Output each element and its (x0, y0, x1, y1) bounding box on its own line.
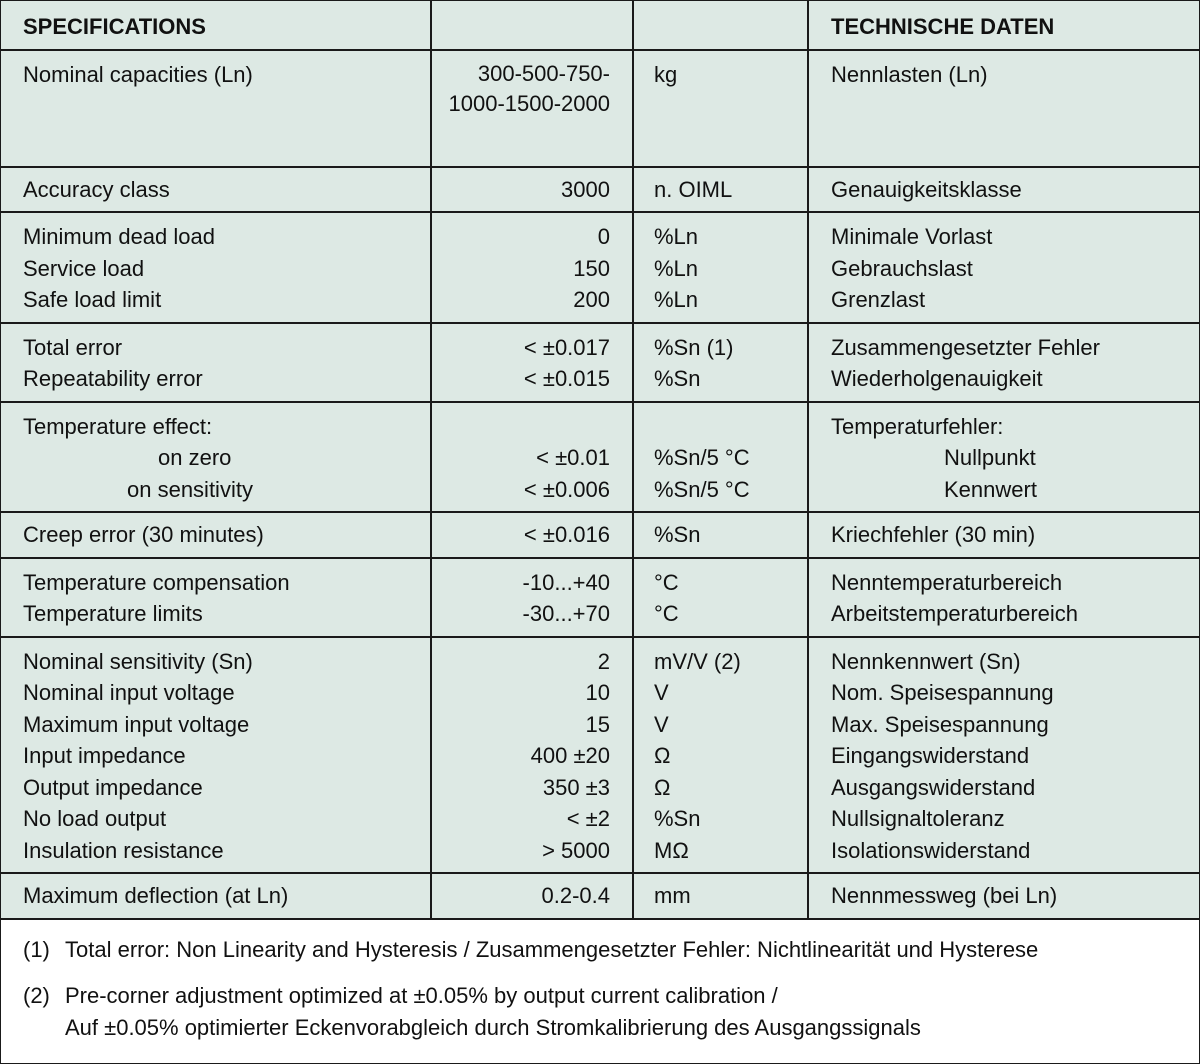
spec-value: < ±0.015 (523, 366, 610, 391)
english-cell (1, 558, 431, 637)
spec-label-en: on sensitivity (127, 476, 253, 502)
unit-cell (633, 873, 808, 919)
german-cell (808, 637, 1199, 874)
spec-label-en: Output impedance (23, 774, 203, 800)
footnote-number: (1) (23, 936, 50, 962)
spec-label-de: Nullpunkt (944, 445, 1036, 470)
spec-label-de: Grenzlast (831, 287, 926, 312)
spec-unit: mV/V (2) (654, 648, 741, 674)
spec-value: -30...+70 (522, 601, 610, 626)
spec-value: < ±0.016 (523, 522, 610, 547)
spec-label-en: Service load (23, 255, 145, 281)
header-cell-value (431, 1, 633, 50)
spec-value: < ±0.017 (523, 334, 610, 360)
value-cell (431, 873, 633, 919)
unit-cell (633, 323, 808, 402)
english-cell (1, 323, 431, 402)
footnote-number: (2) (23, 982, 50, 1008)
german-cell (808, 558, 1199, 637)
specifications-heading: SPECIFICATIONS (23, 14, 206, 39)
spec-value (442, 411, 610, 443)
spec-group-errors (1, 323, 1199, 402)
spec-label-de: Zusammengesetzter Fehler (831, 334, 1100, 360)
german-cell (808, 873, 1199, 919)
spec-unit: %Sn (654, 366, 701, 391)
english-cell (1, 212, 431, 323)
spec-label-de: Nennmessweg (bei Ln) (831, 883, 1058, 908)
unit-cell (633, 558, 808, 637)
spec-group-temperature-effect (1, 402, 1199, 513)
spec-label-en: No load output (23, 806, 167, 831)
spec-unit: %Ln (654, 255, 699, 281)
footnote-text: Pre-corner adjustment optimized at ±0.05% by output current calibration / (65, 982, 778, 1008)
unit-cell (633, 402, 808, 513)
spec-label-de: Nenntemperaturbereich (831, 569, 1063, 595)
value-cell (431, 558, 633, 637)
spec-label-en: Minimum dead load (23, 224, 215, 249)
spec-label-de: Nennkennwert (Sn) (831, 648, 1021, 674)
english-cell (1, 402, 431, 513)
english-cell (1, 50, 431, 167)
spec-unit: %Sn/5 °C (654, 476, 750, 502)
footnote-2 (23, 980, 1179, 1044)
spec-unit: mm (654, 883, 691, 908)
spec-label-en: Nominal sensitivity (Sn) (23, 648, 253, 674)
english-cell (1, 873, 431, 919)
spec-value: 350 ±3 (542, 774, 610, 800)
spec-label-de: Nullsignaltoleranz (831, 806, 1005, 831)
footnote-1 (23, 934, 1179, 966)
spec-value: 1000-1500-2000 (448, 90, 610, 116)
spec-unit: Ω (654, 743, 671, 768)
spec-label-de: Kriechfehler (30 min) (831, 522, 1036, 547)
spec-label-de: Kennwert (944, 476, 1037, 502)
german-cell (808, 50, 1199, 167)
german-cell (808, 212, 1199, 323)
spec-unit: Ω (654, 774, 671, 800)
english-cell (1, 512, 431, 558)
table-header-row (1, 1, 1199, 50)
spec-value: > 5000 (542, 837, 610, 863)
spec-label-en: Temperature limits (23, 601, 203, 626)
spec-label-de: Nom. Speisespannung (831, 680, 1054, 705)
german-cell (808, 512, 1199, 558)
spec-group-loads (1, 212, 1199, 323)
spec-label-en: on zero (158, 445, 232, 470)
spec-unit: %Sn/5 °C (654, 445, 750, 470)
spec-value: 0 (597, 224, 610, 249)
spec-value: 150 (573, 255, 610, 281)
spec-unit: %Sn (1) (654, 334, 734, 360)
spec-label-en: Maximum input voltage (23, 711, 250, 737)
spec-label-de: Isolationswiderstand (831, 837, 1031, 863)
spec-unit (654, 411, 787, 443)
footnotes (1, 920, 1199, 1044)
unit-cell (633, 512, 808, 558)
spec-label-en: Safe load limit (23, 287, 162, 312)
header-cell-technische-daten (808, 1, 1199, 50)
spec-value: < ±0.006 (523, 476, 610, 502)
german-cell (808, 167, 1199, 213)
spec-value: < ±2 (566, 806, 610, 831)
spec-label-en: Repeatability error (23, 366, 203, 391)
spec-label-de: Minimale Vorlast (831, 224, 993, 249)
unit-cell (633, 167, 808, 213)
spec-label-de: Wiederholgenauigkeit (831, 366, 1043, 391)
spec-value: 300-500-750- (477, 60, 610, 86)
spec-value: 200 (573, 287, 610, 312)
spec-label-en: Accuracy class (23, 176, 170, 202)
header-cell-specifications (1, 1, 431, 50)
spec-unit: %Ln (654, 224, 699, 249)
spec-label-en: Maximum deflection (at Ln) (23, 883, 289, 908)
spec-label-en: Creep error (30 minutes) (23, 522, 264, 547)
german-cell (808, 402, 1199, 513)
spec-label-en: Nominal input voltage (23, 680, 235, 705)
spec-value: 0.2-0.4 (541, 883, 610, 908)
spec-unit: °C (654, 569, 679, 595)
spec-label-de: Ausgangswiderstand (831, 774, 1036, 800)
value-cell (431, 323, 633, 402)
unit-cell (633, 212, 808, 323)
spec-group-electrical (1, 637, 1199, 874)
spec-unit: V (654, 711, 669, 737)
spec-group-deflection (1, 873, 1199, 919)
spec-group-creep (1, 512, 1199, 558)
spec-unit: MΩ (654, 837, 689, 863)
spec-label-en: Total error (23, 334, 123, 360)
english-cell (1, 637, 431, 874)
spec-label-de: Eingangswiderstand (831, 743, 1030, 768)
value-cell (431, 167, 633, 213)
value-cell (431, 402, 633, 513)
spec-label-de: Max. Speisespannung (831, 711, 1049, 737)
spec-label-de: Arbeitstemperaturbereich (831, 601, 1079, 626)
spec-label-de: Nennlasten (Ln) (831, 61, 988, 87)
spec-label-en: Temperature compensation (23, 569, 290, 595)
spec-value: 10 (585, 680, 610, 705)
spec-group-accuracy (1, 167, 1199, 213)
spec-group-temperature-range (1, 558, 1199, 637)
header-cell-unit (633, 1, 808, 50)
unit-cell (633, 637, 808, 874)
spec-unit: %Ln (654, 287, 699, 312)
spec-value: < ±0.01 (536, 445, 610, 470)
value-cell (431, 212, 633, 323)
spec-label-en: Input impedance (23, 743, 186, 768)
spec-label-de: Genauigkeitsklasse (831, 176, 1022, 202)
german-cell (808, 323, 1199, 402)
footnote-text: Total error: Non Linearity and Hysteresis / Zusammengesetzter Fehler: Nichtlinearität und Hysterese (65, 936, 1039, 962)
spec-unit: %Sn (654, 806, 701, 831)
spec-unit: %Sn (654, 522, 701, 547)
spec-unit: n. OIML (654, 176, 733, 202)
spec-label-en: Temperature effect: (23, 413, 213, 439)
english-cell (1, 167, 431, 213)
spec-unit: kg (654, 61, 678, 87)
value-cell (431, 637, 633, 874)
spec-value: 3000 (561, 176, 610, 202)
spec-label-de: Temperaturfehler: (831, 413, 1004, 439)
spec-label-de: Gebrauchslast (831, 255, 973, 281)
unit-cell (633, 50, 808, 167)
spec-value: 15 (585, 711, 610, 737)
spec-label-en: Insulation resistance (23, 837, 224, 863)
technische-daten-heading: TECHNISCHE DATEN (831, 14, 1055, 39)
spec-unit: °C (654, 601, 679, 626)
spec-value: 2 (597, 648, 610, 674)
value-cell (431, 512, 633, 558)
specifications-table (1, 1, 1199, 920)
footnote-text: Auf ±0.05% optimierter Eckenvorabgleich durch Stromkalibrierung des Ausgangssignals (65, 1014, 921, 1040)
spec-unit: V (654, 680, 669, 705)
spec-group-capacities (1, 50, 1199, 167)
spec-value: -10...+40 (522, 569, 610, 595)
spec-label-en: Nominal capacities (Ln) (23, 61, 253, 87)
value-cell (431, 50, 633, 167)
spec-value: 400 ±20 (530, 743, 610, 768)
